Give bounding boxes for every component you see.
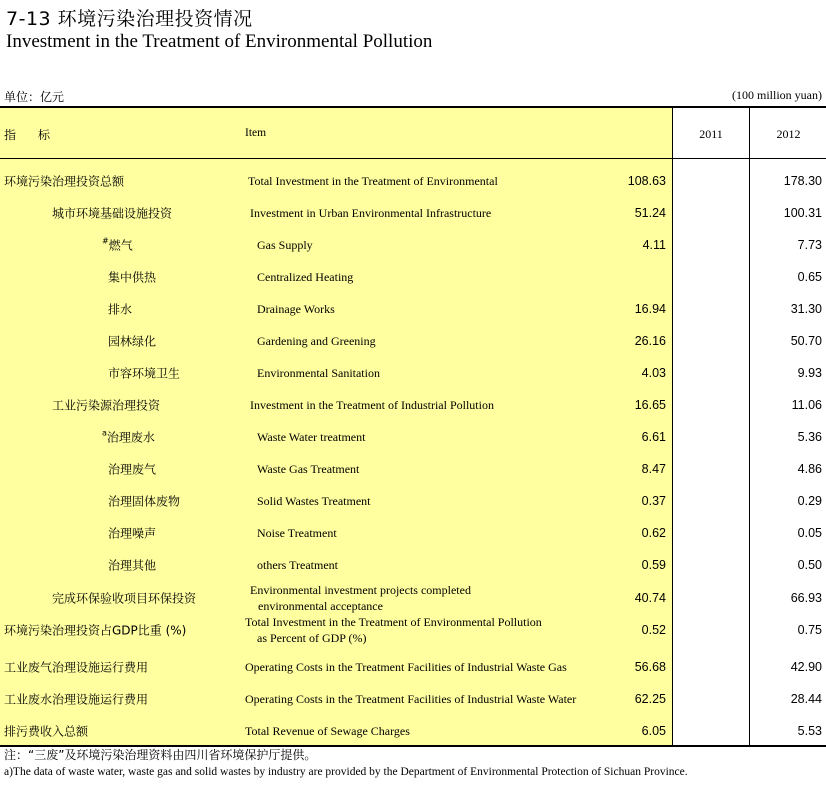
table-row — [0, 229, 826, 261]
statistics-table — [0, 106, 826, 747]
row-label-cn-text: 治理废气 — [108, 462, 157, 477]
row-label-cn-text: 燃气 — [108, 238, 133, 253]
row-label-cn-text: 排污费收入总额 — [4, 724, 89, 739]
table-row — [0, 517, 826, 549]
value-2011: 8.47 — [641, 462, 666, 476]
value-2011: 4.11 — [642, 238, 666, 252]
value-2012: 0.75 — [797, 623, 822, 637]
table-row — [0, 614, 826, 646]
row-label-cn-text: 治理废水 — [106, 430, 155, 445]
value-2012: 28.44 — [790, 692, 822, 706]
row-label-cn — [4, 691, 148, 708]
row-label-cn — [4, 622, 186, 639]
row-label-cn — [108, 493, 180, 510]
row-label-cn-text: 城市环境基础设施投资 — [52, 206, 173, 221]
table-row — [0, 165, 826, 197]
table-title-en: Investment in the Treatment of Environmental Pollution — [6, 31, 433, 52]
header-indicator-char-1: 指 — [4, 128, 17, 142]
value-2012: 0.65 — [797, 270, 822, 284]
row-label-en: Total Revenue of Sewage Charges — [245, 724, 410, 738]
header-indicator — [4, 126, 72, 143]
row-label-cn — [108, 365, 180, 382]
table-row — [0, 261, 826, 293]
row-label-en: Waste Water treatment — [257, 430, 366, 444]
value-2012: 0.05 — [797, 526, 822, 540]
value-2012: 66.93 — [790, 591, 822, 605]
row-label-cn — [4, 723, 88, 740]
row-label-cn — [4, 659, 148, 676]
table-row — [0, 485, 826, 517]
header-2012: 2012 — [776, 127, 801, 141]
footnote-en: a)The data of waste water, waste gas and solid wastes by industry are provided by the Department of Environmental Protection of Sichuan Province. — [4, 766, 688, 778]
value-2011: 40.74 — [634, 591, 666, 605]
value-2012: 100.31 — [783, 206, 822, 220]
footnote-marker: a — [102, 428, 107, 438]
row-label-en: Noise Treatment — [257, 526, 337, 540]
unit-label-en: (100 million yuan) — [732, 88, 822, 102]
row-label-en — [245, 614, 542, 646]
header-item: Item — [245, 127, 267, 139]
table-row — [0, 549, 826, 581]
value-2012: 178.30 — [783, 174, 822, 188]
value-2012: 50.70 — [790, 334, 822, 348]
value-2011: 62.25 — [634, 692, 666, 706]
value-2011: 4.03 — [641, 366, 666, 380]
value-2012: 31.30 — [790, 302, 822, 316]
value-2012: 42.90 — [790, 660, 822, 674]
value-2011: 0.62 — [641, 526, 666, 540]
unit-label-cn: 单位：亿元 — [4, 90, 65, 104]
row-label-cn-text: 治理噪声 — [108, 526, 157, 541]
row-label-cn-text: 工业废水治理设施运行费用 — [4, 692, 149, 707]
table-row — [0, 293, 826, 325]
row-label-en: Environmental Sanitation — [257, 366, 380, 380]
row-label-cn — [108, 269, 156, 286]
footnote-marker: # — [102, 236, 109, 246]
row-label-cn — [108, 557, 156, 574]
row-label-en: Total Investment in the Treatment of Environmental — [248, 174, 498, 188]
row-label-cn — [102, 237, 133, 254]
value-2011: 0.37 — [641, 494, 666, 508]
table-title-cn: 7-13 环境污染治理投资情况 — [6, 8, 253, 30]
value-2012: 0.50 — [797, 558, 822, 572]
row-label-cn-text: 治理固体废物 — [108, 494, 181, 509]
table-row — [0, 325, 826, 357]
value-2011: 6.05 — [641, 724, 666, 738]
value-2012: 5.53 — [797, 724, 822, 738]
table-row — [0, 389, 826, 421]
row-label-cn-text: 市容环境卫生 — [108, 366, 181, 381]
row-label-cn-text: 工业污染源治理投资 — [52, 398, 161, 413]
table-row — [0, 421, 826, 453]
row-label-en: Operating Costs in the Treatment Facilities of Industrial Waste Gas — [245, 660, 567, 674]
value-2012: 11.06 — [791, 398, 822, 412]
row-label-en: Investment in the Treatment of Industrial Pollution — [250, 398, 494, 412]
table-row — [0, 197, 826, 229]
row-label-cn — [108, 301, 132, 318]
row-label-en: Gardening and Greening — [257, 334, 376, 348]
value-2012: 9.93 — [797, 366, 822, 380]
row-label-cn — [108, 461, 156, 478]
row-label-cn-text: 集中供热 — [108, 270, 157, 285]
row-label-en: Waste Gas Treatment — [257, 462, 360, 476]
row-label-cn — [102, 429, 155, 446]
value-2011: 0.52 — [641, 623, 666, 637]
value-2012: 0.29 — [797, 494, 822, 508]
row-label-cn — [52, 397, 160, 414]
header-2011: 2011 — [699, 127, 723, 141]
row-label-en — [250, 582, 471, 614]
value-2012: 7.73 — [797, 238, 822, 252]
row-label-cn-text: 园林绿化 — [108, 334, 157, 349]
row-label-en: Drainage Works — [257, 302, 335, 316]
value-2012: 5.36 — [797, 430, 822, 444]
row-label-cn-text: 治理其他 — [108, 558, 157, 573]
value-2011: 16.94 — [634, 302, 666, 316]
value-2011: 0.59 — [641, 558, 666, 572]
row-label-en: Investment in Urban Environmental Infrastructure — [250, 206, 492, 220]
row-label-cn — [108, 525, 156, 542]
row-label-en: Centralized Heating — [257, 270, 354, 284]
row-label-cn — [52, 205, 172, 222]
row-label-cn — [108, 333, 156, 350]
value-2011: 56.68 — [634, 660, 666, 674]
value-2011: 16.65 — [634, 398, 666, 412]
row-label-en: Solid Wastes Treatment — [257, 494, 371, 508]
row-label-en: Operating Costs in the Treatment Facilities of Industrial Waste Water — [245, 692, 577, 706]
row-label-cn — [4, 173, 124, 190]
row-label-en-line2: environmental acceptance — [258, 599, 383, 613]
row-label-cn-text: 排水 — [108, 302, 133, 317]
value-2011: 51.24 — [634, 206, 666, 220]
row-label-en-line1: Total Investment in the Treatment of Environmental Pollution — [245, 615, 542, 629]
value-2012: 4.86 — [797, 462, 822, 476]
table-row — [0, 453, 826, 485]
table-row — [0, 582, 826, 614]
footnote-cn: 注：“三废”及环境污染治理资料由四川省环境保护厅提供。 — [4, 748, 317, 762]
row-label-cn-text: 环境污染治理投资占GDP比重 (%) — [4, 623, 187, 638]
header-indicator-char-2: 标 — [38, 128, 51, 142]
table-header — [0, 108, 826, 159]
row-label-cn-text: 工业废气治理设施运行费用 — [4, 660, 149, 675]
value-2011: 108.63 — [627, 174, 666, 188]
row-label-en-line2: as Percent of GDP (%) — [257, 631, 367, 645]
table-row — [0, 683, 826, 715]
row-label-en-line1: Environmental investment projects completed — [250, 583, 471, 597]
row-label-en: others Treatment — [257, 558, 338, 572]
table-row — [0, 357, 826, 389]
row-label-cn — [52, 590, 196, 607]
row-label-en: Gas Supply — [257, 238, 313, 252]
row-label-cn-text: 环境污染治理投资总额 — [4, 174, 125, 189]
row-label-cn-text: 完成环保验收项目环保投资 — [52, 591, 197, 606]
value-2011: 6.61 — [641, 430, 666, 444]
table-row — [0, 651, 826, 683]
table-row — [0, 715, 826, 747]
value-2011: 26.16 — [634, 334, 666, 348]
